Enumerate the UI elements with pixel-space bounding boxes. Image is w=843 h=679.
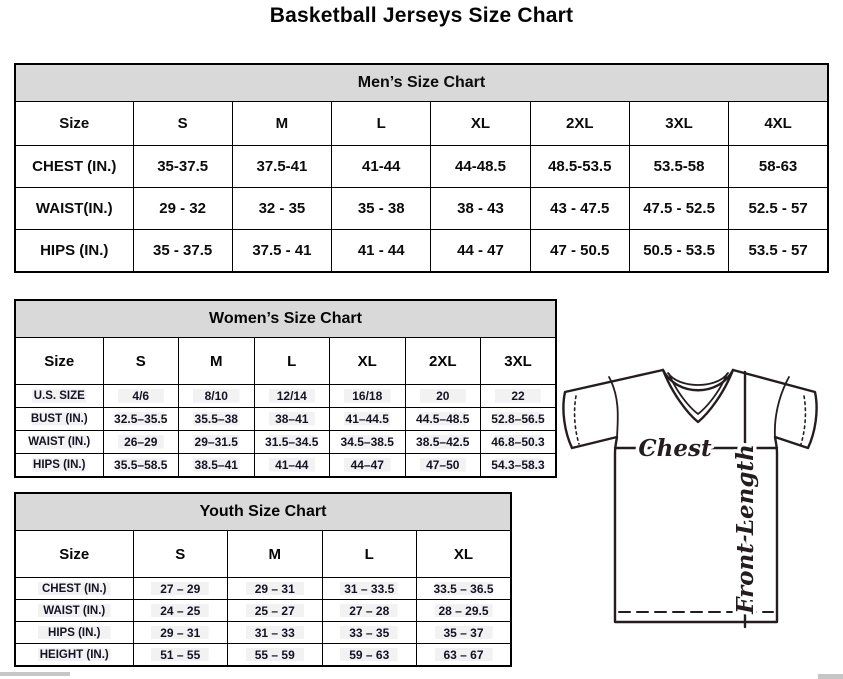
row-label-cell: HEIGHT (IN.) — [15, 644, 133, 667]
value-cell: 26–29 — [103, 431, 179, 454]
value-cell: 33.5 – 36.5 — [417, 578, 512, 600]
value-cell: 47–50 — [405, 454, 481, 478]
table-row — [15, 600, 511, 622]
value-cell: 31.5–34.5 — [254, 431, 330, 454]
value-cell: 35.5–38 — [179, 408, 255, 431]
collar-back-outer — [663, 370, 733, 390]
mens-size-table — [14, 63, 829, 273]
table-row — [15, 454, 556, 478]
table-row — [15, 385, 556, 408]
value-cell: 41–44.5 — [330, 408, 406, 431]
table-header-row — [15, 531, 511, 578]
row-label-cell: HIPS (IN.) — [15, 230, 133, 273]
value-cell: 29 - 32 — [133, 188, 232, 230]
value-cell: 38 - 43 — [431, 188, 530, 230]
col-header-cell: L — [322, 531, 417, 578]
value-cell: 52.8–56.5 — [481, 408, 557, 431]
armhole-seam-right — [775, 377, 789, 437]
cuff-dashed-right — [801, 396, 805, 444]
value-cell: 43 - 47.5 — [530, 188, 629, 230]
value-cell: 29–31.5 — [179, 431, 255, 454]
table-row — [15, 578, 511, 600]
cuff-dashed-left — [575, 396, 579, 444]
col-header-cell: S — [103, 338, 179, 385]
value-cell: 41-44 — [332, 146, 431, 188]
row-label-cell: WAIST (IN.) — [15, 600, 133, 622]
value-cell: 4/6 — [103, 385, 179, 408]
col-header-cell: S — [133, 102, 232, 146]
table-row — [15, 431, 556, 454]
collar-back-inner — [668, 373, 728, 385]
col-header-cell: Size — [15, 338, 103, 385]
armhole-seam-left — [609, 377, 618, 437]
table-row — [15, 146, 828, 188]
value-cell: 27 – 28 — [322, 600, 417, 622]
value-cell: 12/14 — [254, 385, 330, 408]
value-cell: 29 – 31 — [133, 622, 228, 644]
value-cell: 38.5–42.5 — [405, 431, 481, 454]
value-cell: 32.5–35.5 — [103, 408, 179, 431]
row-label-cell: CHEST (IN.) — [15, 578, 133, 600]
col-header-cell: Size — [15, 531, 133, 578]
table-title-row — [15, 300, 556, 338]
row-label-cell: HIPS (IN.) — [15, 454, 103, 478]
value-cell: 47.5 - 52.5 — [629, 188, 728, 230]
value-cell: 41 - 44 — [332, 230, 431, 273]
value-cell: 48.5-53.5 — [530, 146, 629, 188]
value-cell: 63 – 67 — [417, 644, 512, 667]
col-header-cell: Size — [15, 102, 133, 146]
value-cell: 31 – 33.5 — [322, 578, 417, 600]
table-header-row — [15, 338, 556, 385]
horizontal-scrollbar-fragment-right[interactable] — [818, 674, 843, 679]
value-cell: 44–47 — [330, 454, 406, 478]
value-cell: 31 – 33 — [228, 622, 323, 644]
value-cell: 34.5–38.5 — [330, 431, 406, 454]
table-row — [15, 408, 556, 431]
value-cell: 52.5 - 57 — [729, 188, 828, 230]
value-cell: 24 – 25 — [133, 600, 228, 622]
table-section-title: Youth Size Chart — [15, 493, 511, 531]
value-cell: 27 – 29 — [133, 578, 228, 600]
col-header-cell: XL — [431, 102, 530, 146]
col-header-cell: XL — [417, 531, 512, 578]
value-cell: 35 - 37.5 — [133, 230, 232, 273]
col-header-cell: 2XL — [405, 338, 481, 385]
value-cell: 16/18 — [330, 385, 406, 408]
jersey-measurement-diagram — [562, 361, 820, 629]
row-label-cell: WAIST(IN.) — [15, 188, 133, 230]
col-header-cell: 4XL — [729, 102, 828, 146]
col-header-cell: M — [228, 531, 323, 578]
table-header-row — [15, 102, 828, 146]
value-cell: 53.5-58 — [629, 146, 728, 188]
value-cell: 20 — [405, 385, 481, 408]
value-cell: 38.5–41 — [179, 454, 255, 478]
value-cell: 28 – 29.5 — [417, 600, 512, 622]
col-header-cell: L — [254, 338, 330, 385]
value-cell: 8/10 — [179, 385, 255, 408]
page-title: Basketball Jerseys Size Chart — [269, 4, 574, 27]
table-section-title: Women’s Size Chart — [15, 300, 556, 338]
value-cell: 58-63 — [729, 146, 828, 188]
col-header-cell: S — [133, 531, 228, 578]
col-header-cell: 2XL — [530, 102, 629, 146]
value-cell: 35 – 37 — [417, 622, 512, 644]
table-title-row — [15, 493, 511, 531]
value-cell: 37.5-41 — [232, 146, 331, 188]
value-cell: 35.5–58.5 — [103, 454, 179, 478]
col-header-cell: M — [232, 102, 331, 146]
value-cell: 37.5 - 41 — [232, 230, 331, 273]
value-cell: 44 - 47 — [431, 230, 530, 273]
row-label-cell: HIPS (IN.) — [15, 622, 133, 644]
front-length-label: Front Length — [732, 444, 759, 614]
table-row — [15, 230, 828, 273]
row-label-cell: U.S. SIZE — [15, 385, 103, 408]
value-cell: 50.5 - 53.5 — [629, 230, 728, 273]
value-cell: 29 – 31 — [228, 578, 323, 600]
value-cell: 47 - 50.5 — [530, 230, 629, 273]
col-header-cell: M — [179, 338, 255, 385]
value-cell: 22 — [481, 385, 557, 408]
table-section-title: Men’s Size Chart — [15, 64, 828, 102]
col-header-cell: L — [332, 102, 431, 146]
value-cell: 41–44 — [254, 454, 330, 478]
col-header-cell: XL — [330, 338, 406, 385]
value-cell: 46.8–50.3 — [481, 431, 557, 454]
value-cell: 54.3–58.3 — [481, 454, 557, 478]
table-row — [15, 644, 511, 667]
value-cell: 59 – 63 — [322, 644, 417, 667]
youth-size-table — [14, 492, 512, 667]
value-cell: 35-37.5 — [133, 146, 232, 188]
value-cell: 44.5–48.5 — [405, 408, 481, 431]
table-title-row — [15, 64, 828, 102]
row-label-cell: BUST (IN.) — [15, 408, 103, 431]
value-cell: 55 – 59 — [228, 644, 323, 667]
value-cell: 51 – 55 — [133, 644, 228, 667]
col-header-cell: 3XL — [629, 102, 728, 146]
row-label-cell: WAIST (IN.) — [15, 431, 103, 454]
value-cell: 25 – 27 — [228, 600, 323, 622]
value-cell: 35 - 38 — [332, 188, 431, 230]
value-cell: 44-48.5 — [431, 146, 530, 188]
value-cell: 33 – 35 — [322, 622, 417, 644]
value-cell: 53.5 - 57 — [729, 230, 828, 273]
table-row — [15, 188, 828, 230]
row-label-cell: CHEST (IN.) — [15, 146, 133, 188]
table-row — [15, 622, 511, 644]
value-cell: 32 - 35 — [232, 188, 331, 230]
chest-label: Chest — [638, 435, 712, 462]
col-header-cell: 3XL — [481, 338, 557, 385]
value-cell: 38–41 — [254, 408, 330, 431]
womens-size-table — [14, 299, 557, 478]
horizontal-scrollbar-fragment-left[interactable] — [0, 672, 70, 676]
